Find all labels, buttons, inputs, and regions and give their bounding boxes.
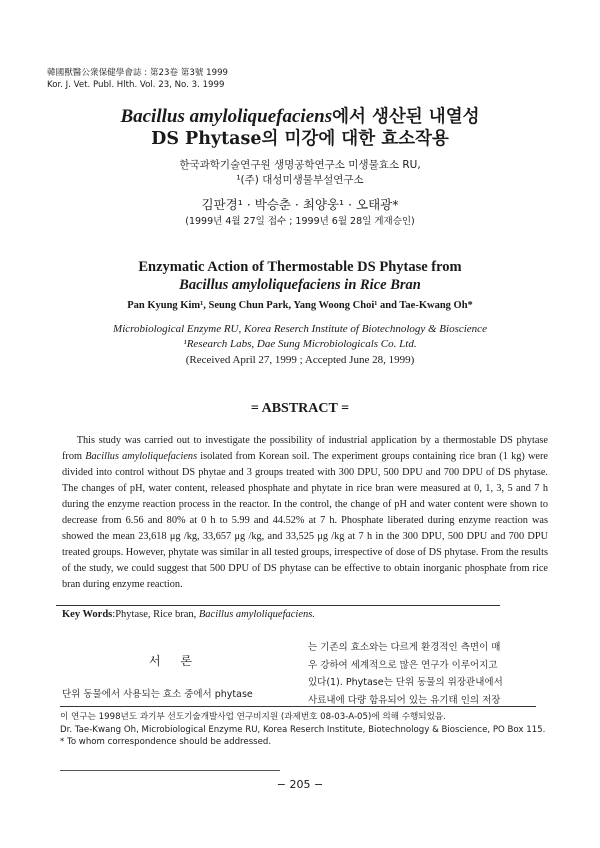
introduction-right-column (308, 639, 560, 709)
footnote-funding: 이 연구는 1998년도 과기부 선도기술개발사업 연구비지원 (과제번호 08-03-A-05)에 의해 수행되었음. (60, 712, 446, 722)
journal-header (47, 68, 228, 91)
korean-title-line1 (0, 106, 600, 128)
keywords-species: Bacillus amyloliquefaciens. (198, 609, 315, 620)
footnote-rule (60, 706, 536, 707)
page-number: − 205 − (276, 778, 324, 791)
korean-title-species: Bacillus amyloliquefaciens (120, 106, 333, 127)
korean-title (0, 106, 600, 150)
abstract-body (62, 433, 548, 593)
english-affiliation-2: ¹Research Labs, Dae Sung Microbiologicals Co. Ltd. (183, 338, 417, 350)
abstract-species: Bacillus amyloliquefaciens (85, 451, 198, 462)
korean-authors: 김판경¹ · 박승춘 · 최양웅¹ · 오태광* (201, 197, 399, 212)
korean-dates: (1999년 4월 27일 접수 ; 1999년 6월 28일 게재승인) (185, 216, 415, 227)
keywords-text: :Phytase, Rice bran, (112, 609, 199, 620)
footnote-asterisk: * To whom correspondence should be addressed. (60, 737, 272, 747)
abstract-rule (56, 605, 500, 606)
korean-affiliation-2: ¹(주) 대성미생물부설연구소 (236, 174, 364, 186)
keywords-label: Key Words (62, 609, 113, 620)
korean-title-line2: DS Phytase의 미강에 대한 효소작용 (151, 129, 449, 149)
footnote-correspondence: Dr. Tae-Kwang Oh, Microbiological Enzyme RU, Korea Reserch Institute, Biotechnology & Bioscience, PO Box 115. (60, 724, 546, 735)
introduction-right-line: 사료내에 다량 함유되어 있는 유기태 인의 저장 (308, 694, 501, 706)
english-affiliation-1: Microbiological Enzyme RU, Korea Reserch Institute of Biotechnology & Bioscience (113, 323, 487, 335)
english-dates: (Received April 27, 1999 ; Accepted June 28, 1999) (185, 354, 415, 366)
korean-affiliations (0, 158, 600, 188)
abstract-text-1: This study was carried out to investigate the possibility of industrial application by a thermostable DS phytase from (62, 435, 548, 462)
abstract-heading: = ABSTRACT = (250, 401, 350, 416)
introduction-right-line: 있다(1). Phytase는 단위 동물의 위장관내에서 (308, 677, 503, 688)
introduction-left-line: 단위 동물에서 사용되는 효소 중에서 phytase (62, 689, 253, 700)
keywords (62, 609, 315, 620)
introduction-right-line: 는 기존의 효소와는 다르게 환경적인 측면이 매 (308, 642, 501, 653)
english-authors: Pan Kyung Kim¹, Seung Chun Park, Yang Woong Choi¹ and Tae-Kwang Oh* (127, 300, 473, 311)
introduction-heading: 서 론 (149, 654, 200, 668)
abstract-text-2: isolated from Korean soil. The experiment groups containing rice bran (1 kg) were divided into control without DS phytae and 3 groups treated with 300 DPU, 500 DPU and 700 DPU of DS phytase. The changes of pH, water content, released phosphate and phytate in rice bran were measured at 0, 1, 3, 5 and 7 h during the enzyme reaction process in the reactor. In the control, the change of pH and water content were shown to decrease from 6.56 and 80% at 0 h to 5.99 and 44.52% at 7 h. Phosphate liberated during enzyme reaction was showed the mean 23,618 μg /kg, 33,657 μg /kg, and 33,525 μg /kg at 7 h in the 300 DPU, 500 DPU and 700 DPU treated groups. However, phytate was similar in all tested groups, irrespective of dose of DS phytase. From the results of the study, we could suggest that 500 DPU of DS phytase can be effective to obtain inorganic phosphate from rice bran during enzyme reaction. (62, 451, 548, 590)
introduction-right-line: 우 강하여 세계적으로 많은 연구가 이루어지고 (308, 659, 498, 671)
korean-affiliation-1: 한국과학기술연구원 생명공학연구소 미생물효소 RU, (179, 159, 421, 171)
english-title (0, 258, 600, 294)
korean-title-line1-rest: 에서 생산된 내열성 (332, 107, 480, 127)
english-title-line2 (0, 276, 600, 294)
english-title-line1: Enzymatic Action of Thermostable DS Phytase from (138, 259, 462, 275)
footnotes (60, 711, 550, 749)
english-affiliations (0, 322, 600, 352)
footnote-underline (60, 770, 280, 771)
journal-name-english: Kor. J. Vet. Publ. Hlth. Vol. 23, No. 3. 1999 (47, 79, 225, 90)
english-title-line2-text: Bacillus amyloliquefaciens in Rice Bran (179, 277, 421, 293)
journal-name-korean: 韓國獸醫公衆保健學會誌 : 第23卷 第3號 1999 (47, 68, 229, 78)
